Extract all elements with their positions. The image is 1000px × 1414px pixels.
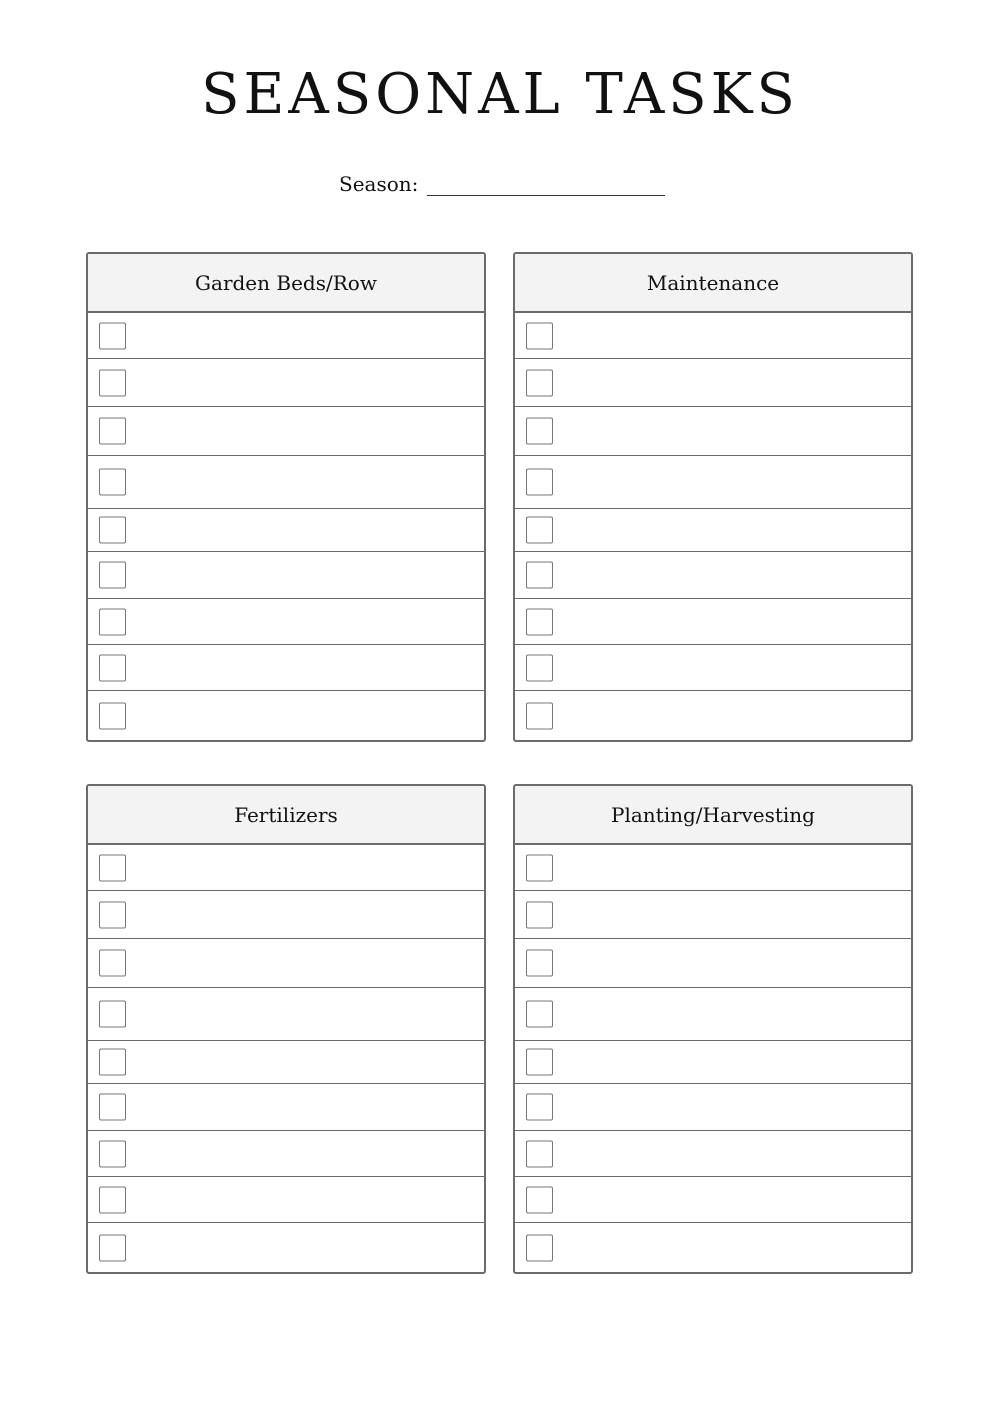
checklist-row[interactable] — [88, 1223, 484, 1272]
checklist-row[interactable] — [88, 1177, 484, 1223]
checkbox[interactable] — [99, 608, 126, 635]
checkbox[interactable] — [526, 517, 553, 544]
checklist-row[interactable] — [515, 359, 911, 407]
checklist-row[interactable] — [515, 1084, 911, 1131]
checklist-row[interactable] — [88, 691, 484, 740]
checklist-row[interactable] — [88, 313, 484, 359]
checkbox[interactable] — [99, 901, 126, 928]
panel-maintenance — [513, 252, 913, 742]
checklist-row[interactable] — [515, 599, 911, 645]
checklist-row[interactable] — [515, 988, 911, 1041]
checkbox[interactable] — [99, 1186, 126, 1213]
checklist-row[interactable] — [515, 1041, 911, 1084]
checkbox[interactable] — [99, 1001, 126, 1028]
checkbox[interactable] — [99, 702, 126, 729]
checkbox[interactable] — [526, 418, 553, 445]
checkbox[interactable] — [526, 1234, 553, 1261]
checkbox[interactable] — [526, 562, 553, 589]
checklist-row[interactable] — [88, 939, 484, 988]
checklist-row[interactable] — [515, 407, 911, 456]
checkbox[interactable] — [99, 854, 126, 881]
checkbox[interactable] — [99, 1234, 126, 1261]
checkbox[interactable] — [526, 901, 553, 928]
checkbox[interactable] — [99, 517, 126, 544]
checkbox[interactable] — [526, 854, 553, 881]
checkbox[interactable] — [99, 654, 126, 681]
checklist-row[interactable] — [515, 845, 911, 891]
checklist-row[interactable] — [515, 1131, 911, 1177]
checklist — [88, 845, 484, 1272]
checkbox[interactable] — [99, 1094, 126, 1121]
checklist-row[interactable] — [88, 891, 484, 939]
checkbox[interactable] — [99, 562, 126, 589]
season-field — [339, 172, 665, 196]
panel-heading: Planting/Harvesting — [515, 786, 911, 845]
checkbox[interactable] — [99, 950, 126, 977]
checkbox[interactable] — [99, 1140, 126, 1167]
checklist-row[interactable] — [515, 552, 911, 599]
checkbox[interactable] — [99, 1049, 126, 1076]
checkbox[interactable] — [526, 1140, 553, 1167]
checkbox[interactable] — [526, 1049, 553, 1076]
checkbox[interactable] — [526, 702, 553, 729]
checklist-row[interactable] — [88, 599, 484, 645]
checklist-row[interactable] — [515, 691, 911, 740]
checkbox[interactable] — [526, 950, 553, 977]
checklist-row[interactable] — [88, 456, 484, 509]
panel-heading: Garden Beds/Row — [88, 254, 484, 313]
checkbox[interactable] — [526, 654, 553, 681]
checklist-row[interactable] — [515, 645, 911, 691]
panel-heading: Maintenance — [515, 254, 911, 313]
checklist-row[interactable] — [88, 407, 484, 456]
panel-fertilizers — [86, 784, 486, 1274]
checklist-row[interactable] — [88, 988, 484, 1041]
season-label: Season: — [339, 172, 419, 196]
checkbox[interactable] — [526, 1001, 553, 1028]
checklist — [88, 313, 484, 740]
season-input-line[interactable] — [427, 173, 665, 196]
checklist-row[interactable] — [515, 1223, 911, 1272]
checkbox[interactable] — [99, 469, 126, 496]
checklist-row[interactable] — [88, 359, 484, 407]
checklist-row[interactable] — [515, 1177, 911, 1223]
checklist — [515, 313, 911, 740]
panel-heading: Fertilizers — [88, 786, 484, 845]
checklist-row[interactable] — [88, 645, 484, 691]
checklist-row[interactable] — [515, 313, 911, 359]
page-title: SEASONAL TASKS — [201, 62, 799, 127]
checkbox[interactable] — [526, 369, 553, 396]
panel-garden-beds — [86, 252, 486, 742]
checklist-row[interactable] — [88, 1131, 484, 1177]
checklist-row[interactable] — [88, 1041, 484, 1084]
checkbox[interactable] — [526, 1186, 553, 1213]
checkbox[interactable] — [526, 469, 553, 496]
checklist — [515, 845, 911, 1272]
checklist-row[interactable] — [515, 509, 911, 552]
checkbox[interactable] — [99, 369, 126, 396]
checklist-row[interactable] — [88, 552, 484, 599]
checkbox[interactable] — [99, 418, 126, 445]
checklist-row[interactable] — [88, 1084, 484, 1131]
checkbox[interactable] — [526, 1094, 553, 1121]
checklist-row[interactable] — [515, 891, 911, 939]
checkbox[interactable] — [526, 322, 553, 349]
checklist-row[interactable] — [515, 939, 911, 988]
panel-planting-harvesting — [513, 784, 913, 1274]
checkbox[interactable] — [526, 608, 553, 635]
checklist-row[interactable] — [88, 509, 484, 552]
checklist-row[interactable] — [88, 845, 484, 891]
checkbox[interactable] — [99, 322, 126, 349]
checklist-row[interactable] — [515, 456, 911, 509]
